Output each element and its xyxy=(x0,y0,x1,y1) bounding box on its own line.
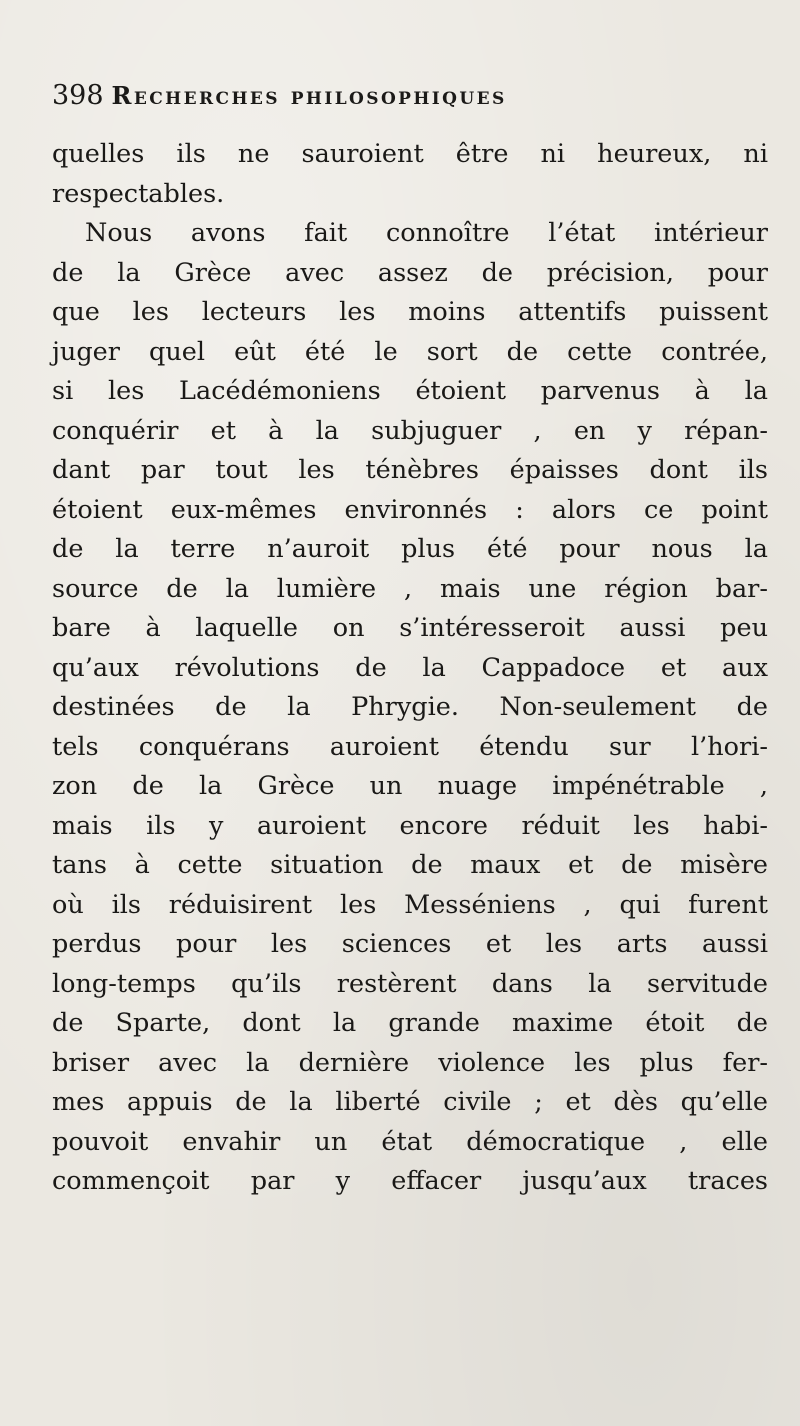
text-line: respectables. xyxy=(52,178,225,209)
text-line: qu’aux révolutions de la Cappadoce et aux xyxy=(52,652,768,683)
text-line: perdus pour les sciences et les arts aussi xyxy=(52,929,768,959)
text-line: commençoit par y effacer jusqu’aux traces xyxy=(52,1166,768,1196)
text-line: destinées de la Phrygie. Non-seulement de xyxy=(52,692,768,722)
text-line: de Sparte, dont la grande maxime étoit de xyxy=(52,1008,768,1038)
page-number: 398 xyxy=(52,80,104,111)
text-line: quelles ils ne sauroient être ni heureux, ni xyxy=(52,139,768,169)
running-head: Recherches philosophiques xyxy=(111,81,507,110)
text-line: de la Grèce avec assez de précision, pour xyxy=(52,257,768,288)
text-line: de la terre n’auroit plus été pour nous la xyxy=(52,534,768,564)
body-text xyxy=(52,135,768,1202)
text-line: briser avec la dernière violence les plus fer- xyxy=(52,1047,768,1078)
page-header xyxy=(52,80,772,124)
text-line: tels conquérans auroient étendu sur l’hori- xyxy=(52,731,768,762)
text-line: tans à cette situation de maux et de misère xyxy=(52,850,768,880)
text-line: dant par tout les ténèbres épaisses dont ils xyxy=(52,455,768,485)
text-line: bare à laquelle on s’intéresseroit aussi peu xyxy=(52,613,768,643)
text-line: mes appuis de la liberté civile ; et dès qu’elle xyxy=(52,1087,768,1117)
text-line: où ils réduisirent les Messéniens , qui furent xyxy=(52,889,768,920)
text-line: zon de la Grèce un nuage impénétrable , xyxy=(52,771,768,801)
text-line: étoient eux-mêmes environnés : alors ce point xyxy=(52,494,768,525)
text-line: mais ils y auroient encore réduit les habi- xyxy=(52,810,768,841)
text-line: long-temps qu’ils restèrent dans la servitude xyxy=(52,968,768,999)
text-line: conquérir et à la subjuguer , en y répan- xyxy=(52,415,768,446)
text-line: juger quel eût été le sort de cette contrée, xyxy=(52,336,768,367)
text-line: Nous avons fait connoître l’état intérieur xyxy=(85,218,768,248)
text-line: pouvoit envahir un état démocratique , elle xyxy=(52,1126,768,1157)
text-line: si les Lacédémoniens étoient parvenus à la xyxy=(52,376,768,406)
text-line: source de la lumière , mais une région bar- xyxy=(52,573,768,604)
text-line: que les lecteurs les moins attentifs puissent xyxy=(52,297,768,327)
